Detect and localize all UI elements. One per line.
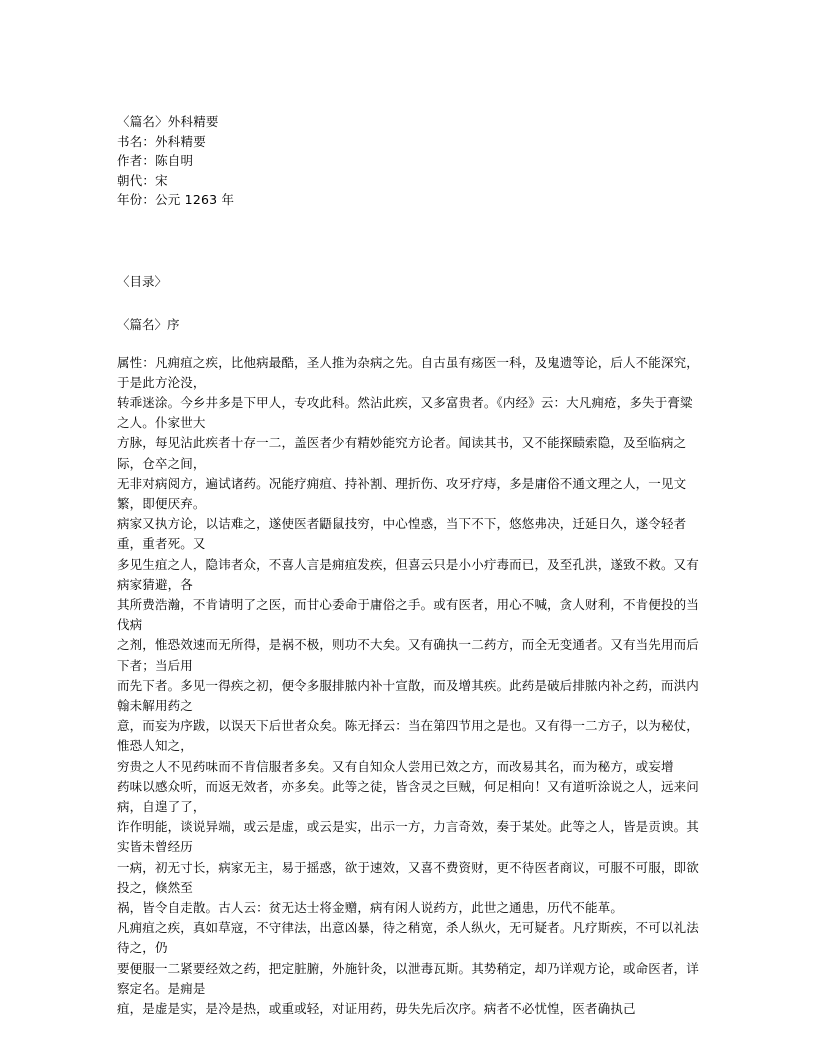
- paragraph: 疽，是虚是实，是冷是热，或重或轻，对证用药，毋失先后次序。病者不必忧惶，医者确执己: [117, 1001, 636, 1016]
- paragraph: 而先下者。多见一得疾之初，便令多服排脓内补十宣散，而及增其疾。此药是破后排脓内补之药，而洪内翰未解用药之: [117, 677, 699, 713]
- paragraph: 药味以感众听，而返无效者，亦多矣。此等之徒，皆含灵之巨贼，何足相向！又有道听涂说之人，远来问病，自遑了了，: [117, 778, 699, 814]
- paragraph: 之剂，惟恐效速而无所得，是祸不极，则功不大矣。又有确执一二药方，而全无变通者。又有当先用而后下者；当后用: [117, 637, 699, 673]
- book-name-line: 书名：外科精要: [117, 133, 206, 149]
- document-header: [117, 112, 699, 210]
- paragraph: 诈作明能，谈说异端，或云是虚，或云是实，出示一方，力言奇效，奏于某处。此等之人，皆是贡谀。其实皆未曾经历: [117, 819, 699, 855]
- table-of-contents-heading: 〈目录〉: [117, 273, 168, 289]
- paragraph: 属性：凡痈疽之疾，比他病最酷，圣人推为杂病之先。自古虽有疡医一科，及鬼遗等论，后人不能深究，于是此方沦没，: [117, 354, 699, 390]
- paragraph: 要便服一二紧要经效之药，把定脏腑，外施针灸，以泄毒瓦斯。其势稍定，却乃详观方论，或命医者，详察定名。是痈是: [117, 960, 699, 996]
- section-heading-preface: 〈篇名〉序: [117, 317, 180, 332]
- document-title: 〈篇名〉外科精要: [117, 114, 219, 129]
- paragraph: 多见生疽之人，隐讳者众，不喜人言是痈疽发疾，但喜云只是小小疔毒而已，及至孔洪，遂致不救。又有病家猜避，各: [117, 556, 699, 592]
- paragraph: 穷贵之人不见药味而不肯信服者多矣。又有自知众人尝用已效之方，而改易其名，而为秘方，或妄增: [117, 758, 674, 774]
- paragraph: 意，而妄为序跋，以误天下后世者众矣。陈无择云：当在第四节用之是也。又有得一二方子，以为秘仗，惟恐人知之，: [117, 718, 699, 754]
- paragraph: 凡痈疽之疾，真如草寇，不守律法，出意凶暴，待之稍宽，杀人纵火，无可疑者。凡疗斯疾，不可以礼法待之，仍: [117, 920, 699, 956]
- author-line: 作者：陈自明: [117, 153, 194, 168]
- paragraph: 转乖迷涂。今乡井多是下甲人，专攻此科。然沾此疾，又多富贵者。《内经》云：大凡痈疮，多失于膏粱之人。仆家世大: [117, 394, 693, 431]
- paragraph: 病家又执方论，以诘难之，遂使医者鼯鼠技穷，中心惶惑，当下不下，悠悠弗决，迁延日久，遂令轻者重，重者死。又: [117, 516, 687, 552]
- preface-body: [117, 353, 699, 1020]
- paragraph: 一病，初无寸长，病家无主，易于摇惑，欲于速效，又喜不费资财，更不待医者商议，可服不可服，即欲投之，倏然至: [117, 859, 699, 895]
- paragraph: 其所费浩瀚，不肯请明了之医，而甘心委命于庸俗之手。或有医者，用心不喊，贪人财利，不肯便投的当伐病: [117, 596, 699, 633]
- paragraph: 无非对病阅方，遍试诸药。况能疗痈疽、持补割、理折伤、攻牙疗痔，多是庸俗不通文理之人，一见文繁，即便厌弃。: [117, 475, 687, 511]
- spacer: [117, 210, 699, 272]
- paragraph: 方脉，每见沾此疾者十存一二，盖医者少有精妙能究方论者。闻读其书，又不能探赜索隐，及至临病之际，仓卒之间，: [117, 435, 687, 471]
- year-line: 年份：公元 1263 年: [117, 192, 235, 207]
- dynasty-line: 朝代：宋: [117, 172, 168, 188]
- paragraph: 祸，皆令自走散。古人云：贫无达士将金赠，病有闲人说药方，此世之通患，历代不能革。: [117, 899, 624, 915]
